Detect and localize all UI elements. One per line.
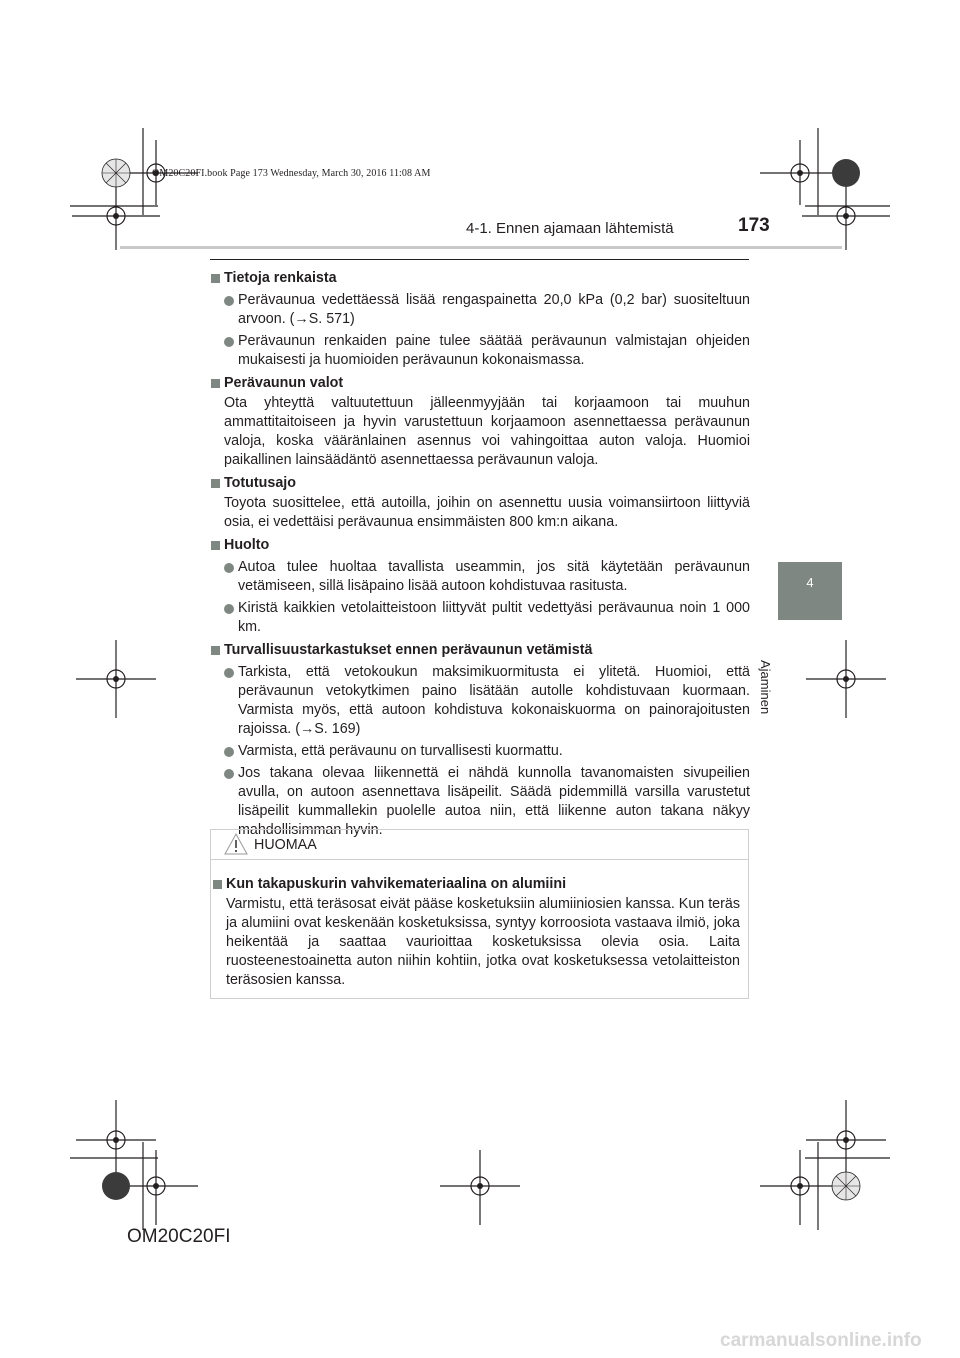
notice-title: Kun takapuskurin vahvikemateriaalina on alumiini	[212, 875, 740, 894]
list-item: Autoa tulee huoltaa tavallista useammin, jos sitä käytetään perävaunun vetämiseen, sillä lisäpaino lisää autoon kohdistuvaa rasitusta.	[210, 558, 750, 596]
warning-triangle-icon	[224, 832, 248, 856]
notice-paragraph: Varmistu, että teräsosat eivät pääse kosketuksiin alumiiniosien kanssa. Kun teräs ja alumiini ovat keskenään kosketuksissa, syntyy korroosiota vastaava ilmiö, joka heikentää ja saattaa vaurioittaa kosketuksissa olevia osia. Laita ruosteenestoainetta auton niihin kohtiin, jotka ovat kosketuksessa vetolaitteiston teräsosien kanssa.	[226, 896, 740, 988]
main-content	[210, 266, 750, 840]
notice-label: HUOMAA	[254, 837, 317, 853]
header-section-title: 4-1. Ennen ajamaan lähtemistä	[466, 220, 674, 237]
list-item: Perävaunua vedettäessä lisää rengaspainetta 20,0 kPa (0,2 bar) suositeltuun arvoon. (→S. 571)	[210, 291, 750, 329]
section-title: Tietoja renkaista	[210, 269, 750, 288]
section-paragraph: Ota yhteyttä valtuutettuun jälleenmyyjään tai korjaamoon tai muuhun ammattitaitoiseen ja hyvin varustettuun korjaamoon asennettaessa perävaunun valoja, koska vääränlainen asennus voi vahingoittaa auton valoja. Huomioi paikallinen lainsäädäntö asennettaessa perävaunun valoja.	[224, 395, 750, 468]
section-title: Perävaunun valot	[210, 374, 750, 393]
list-item: Kiristä kaikkien vetolaitteistoon liittyvät pultit vedettyäsi perävaunua noin 1 000 km.	[210, 599, 750, 637]
chapter-tab-label: Ajaminen	[758, 660, 773, 715]
watermark: carmanualsonline.info	[720, 1330, 922, 1351]
list-item: Tarkista, että vetokoukun maksimikuormitusta ei ylitetä. Huomioi, että perävaunun vetokytkimen paino lisätään autolle kohdistuvaan kuormaan. Varmista myös, että autoon kohdistuva kokonaiskuorma on painorajoitusten rajoissa. (→S. 169)	[210, 663, 750, 739]
list-item: Jos takana olevaa liikennettä ei nähdä kunnolla tavanomaisten sivupeilien avulla, on autoon asennettava lisäpeilit. Säädä pidemmillä varsilla varustetut lisäpeilit kummallekin puolelle autoa niin, että liikenne auton takana näkyy mahdollisimman hyvin.	[210, 764, 750, 840]
list-item: Perävaunun renkaiden paine tulee säätää perävaunun valmistajan ohjeiden mukaisesti ja huomioiden perävaunun kokonaismassa.	[210, 332, 750, 370]
header-rule	[210, 259, 749, 260]
list-item: Varmista, että perävaunu on turvallisesti kuormattu.	[210, 742, 750, 761]
book-info-stamp: OM20C20FI.book Page 173 Wednesday, March 30, 2016 11:08 AM	[152, 168, 431, 179]
notice-header-divider	[210, 859, 749, 860]
section-title: Turvallisuustarkastukset ennen perävaunun vetämistä	[210, 641, 750, 660]
header-divider-gray	[120, 246, 842, 249]
section-title: Huolto	[210, 536, 750, 555]
section-paragraph: Toyota suosittelee, että autoilla, joihin on asennettu uusia voimansiirtoon liittyviä osia, ei vedettäisi perävaunua ensimmäisten 800 km:n aikana.	[224, 495, 750, 530]
section-title: Totutusajo	[210, 474, 750, 493]
chapter-tab-number: 4	[806, 575, 814, 590]
page-number: 173	[738, 215, 770, 236]
chapter-tab	[778, 562, 842, 620]
notice-content	[212, 872, 740, 990]
document-code: OM20C20FI	[127, 1226, 231, 1247]
